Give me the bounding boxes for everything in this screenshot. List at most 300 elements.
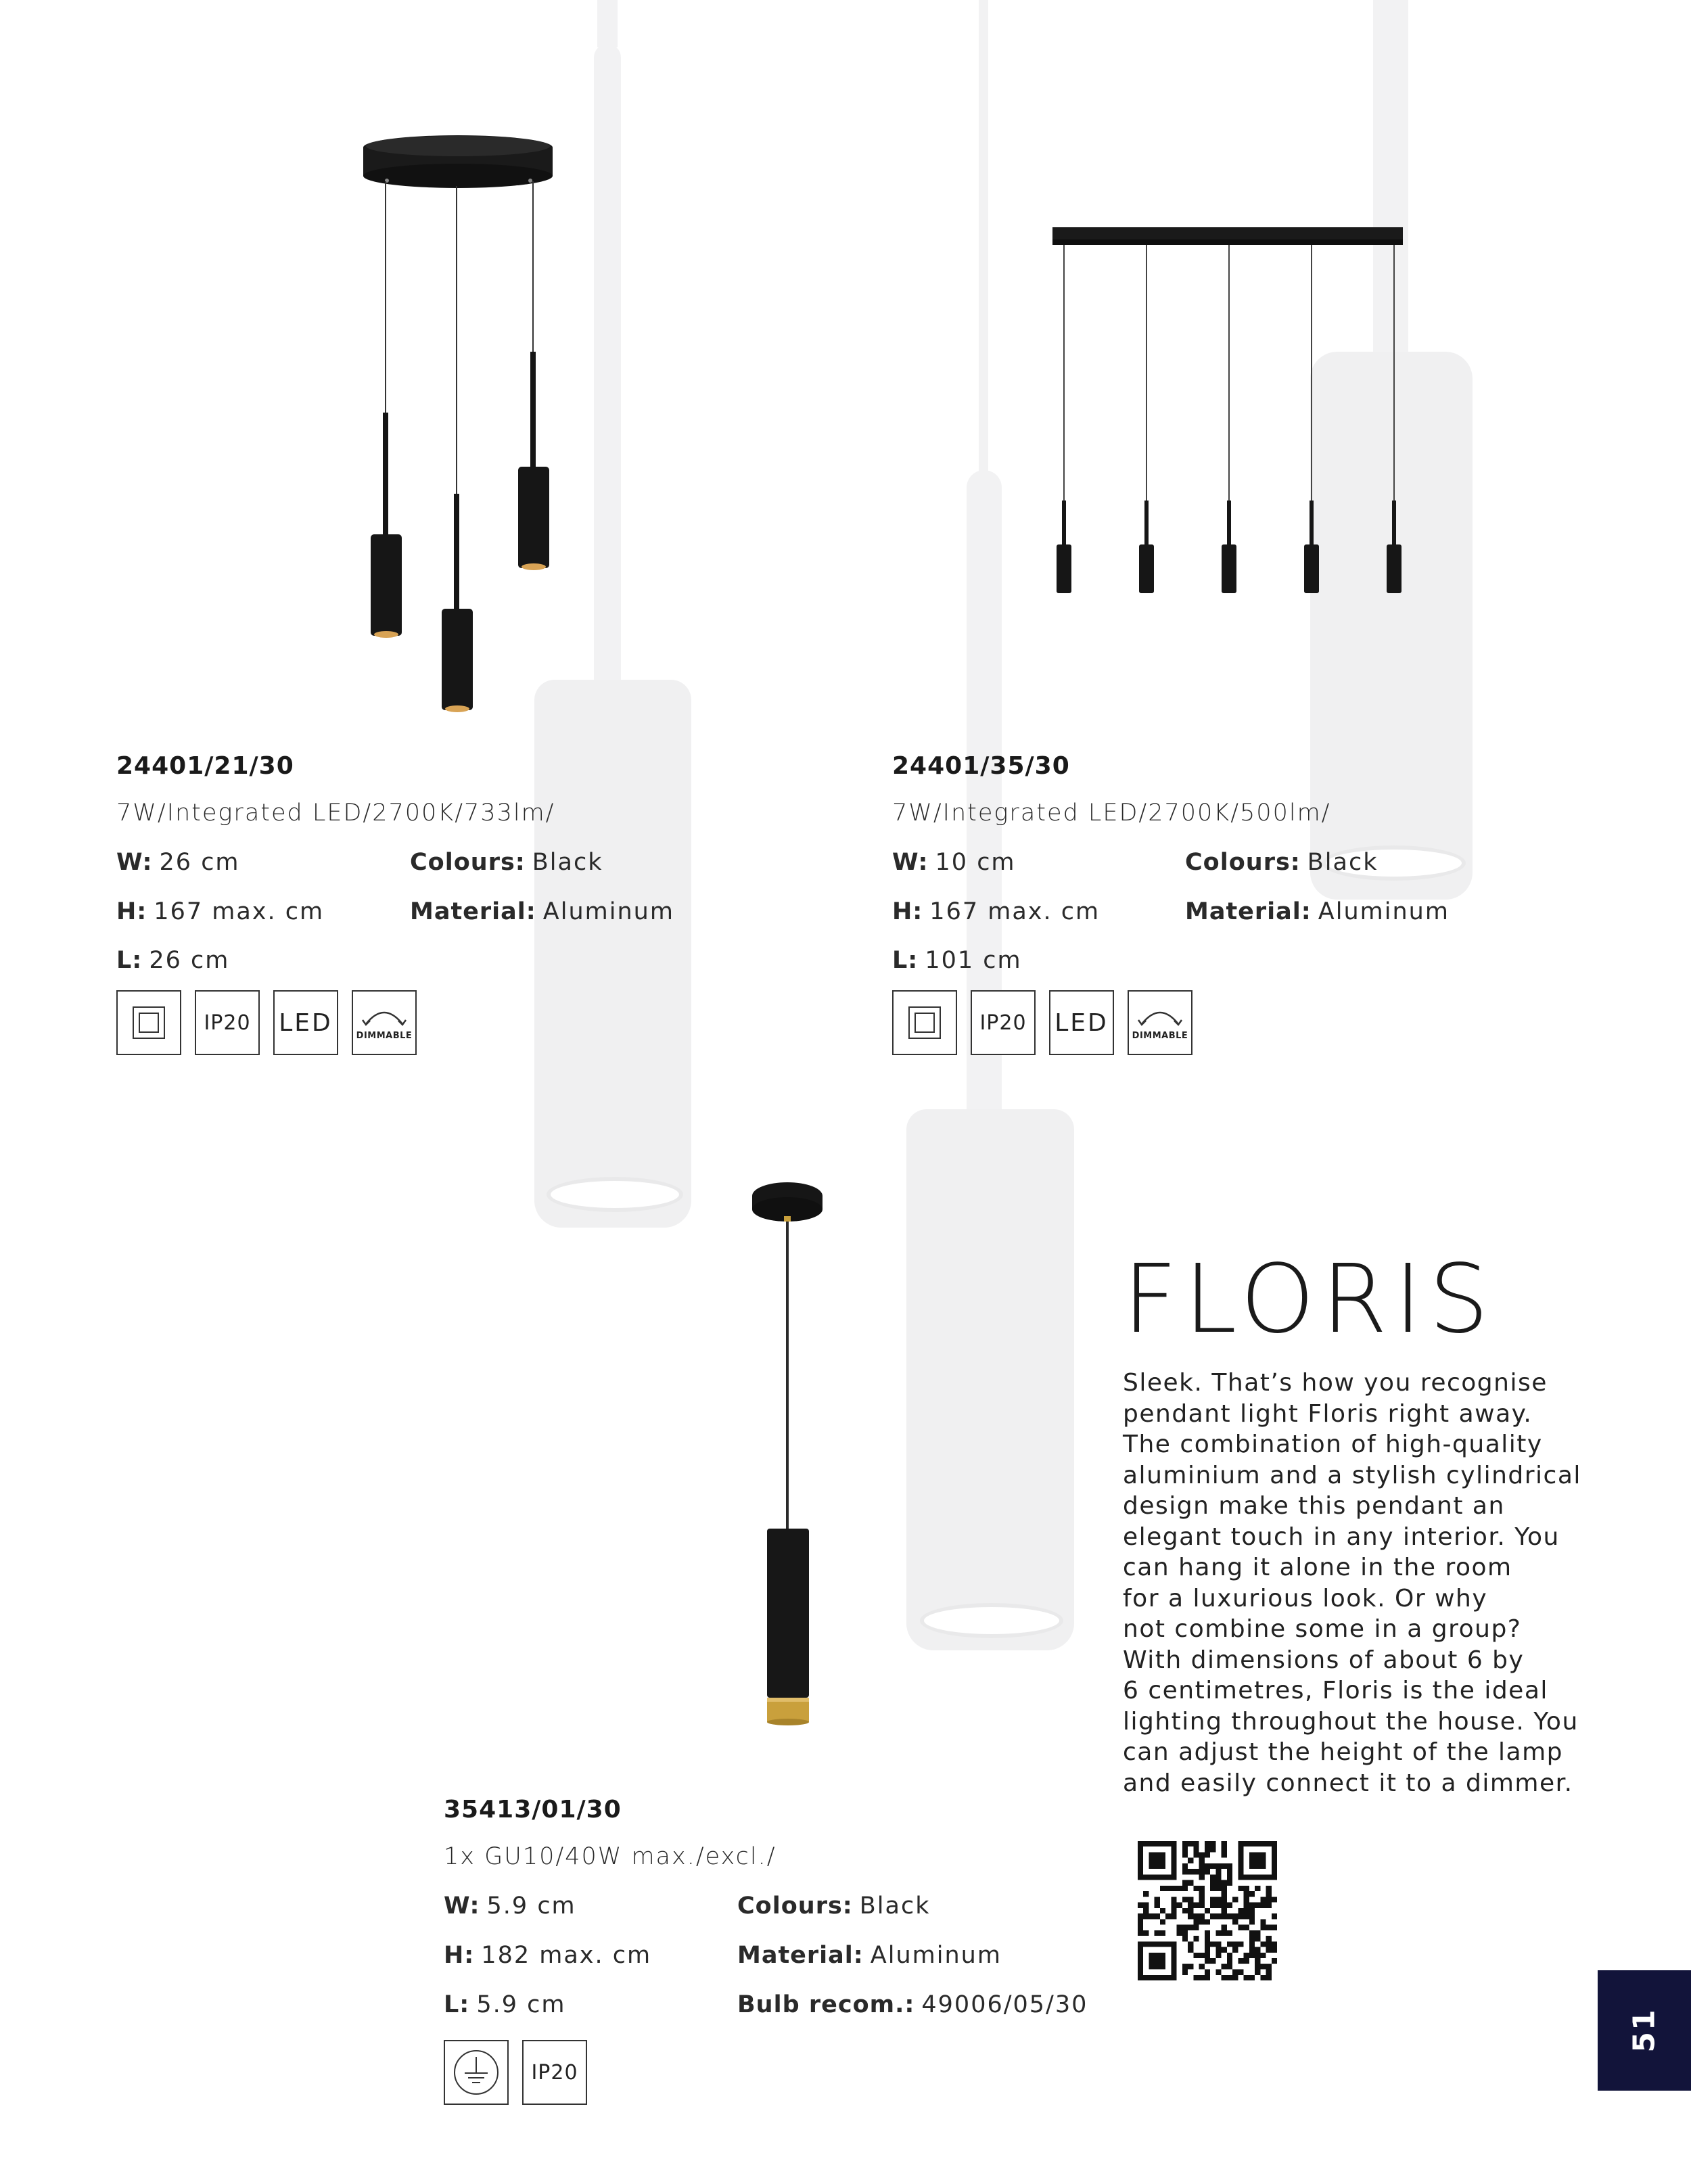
length-label: L: — [444, 1991, 470, 2018]
qr-module — [1210, 1863, 1215, 1869]
qr-module — [1138, 1964, 1143, 1969]
qr-module — [1193, 1919, 1199, 1924]
qr-module — [1143, 1874, 1149, 1880]
width-row — [444, 1892, 576, 1920]
qr-module — [1255, 1953, 1260, 1958]
qr-module — [1149, 1874, 1154, 1880]
qr-module — [1160, 1930, 1165, 1936]
qr-module — [1193, 1841, 1199, 1846]
qr-module — [1222, 1925, 1227, 1930]
qr-module — [1199, 1858, 1205, 1863]
description-line: The combination of high-quality — [1123, 1431, 1543, 1458]
qr-module — [1272, 1841, 1277, 1846]
height-value: 182 max. cm — [481, 1942, 652, 1969]
qr-module — [1149, 1964, 1154, 1969]
bulb-label: Bulb recom.: — [737, 1991, 915, 2018]
qr-module — [1210, 1897, 1215, 1902]
qr-module — [1238, 1913, 1243, 1919]
qr-module — [1171, 1903, 1176, 1908]
qr-module — [1215, 1941, 1221, 1947]
qr-module — [1249, 1930, 1255, 1936]
qr-module — [1138, 1941, 1143, 1947]
qr-module — [1138, 1858, 1143, 1863]
qr-module — [1155, 1903, 1160, 1908]
qr-module — [1260, 1903, 1266, 1908]
qr-module — [1227, 1941, 1232, 1947]
width-label: W: — [116, 849, 153, 876]
qr-module — [1165, 1886, 1171, 1891]
qr-module — [1171, 1947, 1176, 1953]
qr-module — [1149, 1953, 1154, 1958]
qr-module — [1266, 1964, 1272, 1969]
length-value: 5.9 cm — [476, 1991, 566, 2018]
qr-module — [1272, 1874, 1277, 1880]
qr-module — [1182, 1852, 1188, 1857]
qr-module — [1199, 1874, 1205, 1880]
qr-module — [1266, 1841, 1272, 1846]
product-spec: 7W/Integrated LED/2700K/733lm/ — [116, 799, 555, 827]
qr-module — [1222, 1846, 1227, 1852]
qr-module — [1249, 1953, 1255, 1958]
qr-module — [1249, 1858, 1255, 1863]
qr-module — [1160, 1919, 1165, 1924]
colours-row — [1185, 849, 1378, 876]
qr-module — [1171, 1897, 1176, 1902]
qr-module — [1249, 1841, 1255, 1846]
qr-module — [1199, 1964, 1205, 1969]
qr-module — [1160, 1958, 1165, 1964]
qr-module — [1255, 1958, 1260, 1964]
qr-module — [1160, 1874, 1165, 1880]
qr-module — [1249, 1863, 1255, 1869]
description-line: lighting throughout the house. You — [1123, 1707, 1579, 1736]
led-badge: LED — [273, 990, 338, 1055]
qr-module — [1222, 1897, 1227, 1902]
qr-module — [1138, 1970, 1143, 1975]
qr-module — [1222, 1908, 1227, 1913]
qr-module — [1272, 1913, 1277, 1919]
qr-module — [1215, 1886, 1221, 1891]
qr-module — [1138, 1919, 1143, 1924]
earth-ground-icon — [444, 2040, 509, 2105]
qr-module — [1182, 1970, 1188, 1975]
qr-module — [1215, 1897, 1221, 1902]
qr-module — [1215, 1913, 1221, 1919]
qr-module — [1205, 1930, 1210, 1936]
qr-module — [1138, 1863, 1143, 1869]
qr-module — [1182, 1925, 1188, 1930]
qr-module — [1155, 1863, 1160, 1869]
qr-module — [1222, 1947, 1227, 1953]
colours-value: Black — [532, 849, 603, 876]
qr-module — [1244, 1975, 1249, 1980]
qr-module — [1188, 1964, 1193, 1969]
qr-module — [1272, 1869, 1277, 1874]
qr-module — [1160, 1852, 1165, 1857]
material-label: Material: — [737, 1942, 864, 1969]
qr-module — [1149, 1958, 1154, 1964]
qr-module — [1227, 1964, 1232, 1969]
qr-module — [1193, 1846, 1199, 1852]
qr-module — [1238, 1863, 1243, 1869]
qr-module — [1182, 1964, 1188, 1969]
qr-module — [1244, 1908, 1249, 1913]
qr-module — [1232, 1941, 1238, 1947]
qr-module — [1155, 1941, 1160, 1947]
qr-module — [1272, 1941, 1277, 1947]
qr-module — [1205, 1852, 1210, 1857]
qr-module — [1238, 1970, 1243, 1975]
qr-module — [1266, 1891, 1272, 1897]
dimmable-icon — [352, 990, 417, 1055]
height-row — [444, 1942, 651, 1969]
family-title: FLORIS — [1123, 1245, 1496, 1355]
qr-module — [1171, 1852, 1176, 1857]
description-line: Sleek. That’s how you recognise — [1123, 1369, 1548, 1397]
family-description — [1123, 1368, 1581, 1798]
qr-module — [1249, 1919, 1255, 1924]
qr-module — [1266, 1936, 1272, 1941]
qr-module — [1193, 1953, 1199, 1958]
certification-icons — [116, 990, 417, 1055]
qr-module — [1272, 1958, 1277, 1964]
width-row — [116, 849, 240, 876]
qr-module — [1249, 1874, 1255, 1880]
qr-module — [1188, 1903, 1193, 1908]
qr-module — [1165, 1913, 1171, 1919]
qr-module — [1249, 1936, 1255, 1941]
qr-module — [1238, 1869, 1243, 1874]
product-photo-round-cluster — [352, 122, 568, 730]
qr-module — [1249, 1891, 1255, 1897]
qr-module — [1182, 1897, 1188, 1902]
qr-module — [1255, 1936, 1260, 1941]
qr-module — [1149, 1975, 1154, 1980]
dimmable-label: DIMMABLE — [1132, 1030, 1188, 1041]
qr-module — [1155, 1958, 1160, 1964]
qr-module — [1227, 1863, 1232, 1869]
product-code: 35413/01/30 — [444, 1796, 622, 1823]
qr-module — [1266, 1925, 1272, 1930]
qr-module — [1171, 1863, 1176, 1869]
product-spec: 1x GU10/40W max./excl./ — [444, 1843, 777, 1870]
bulb-row — [737, 1991, 1088, 2018]
qr-module — [1260, 1975, 1266, 1980]
qr-module — [1155, 1953, 1160, 1958]
description-line: design make this pendant an — [1123, 1492, 1505, 1520]
qr-module — [1260, 1852, 1266, 1857]
qr-module — [1165, 1874, 1171, 1880]
qr-module — [1205, 1975, 1210, 1980]
qr-module — [1222, 1930, 1227, 1936]
qr-module — [1244, 1841, 1249, 1846]
qr-module — [1143, 1891, 1149, 1897]
qr-module — [1249, 1947, 1255, 1953]
qr-module — [1138, 1958, 1143, 1964]
qr-module — [1260, 1964, 1266, 1969]
qr-module — [1155, 1874, 1160, 1880]
qr-module — [1193, 1886, 1199, 1891]
qr-module — [1171, 1846, 1176, 1852]
qr-module — [1138, 1846, 1143, 1852]
qr-module — [1205, 1958, 1210, 1964]
qr-module — [1149, 1913, 1154, 1919]
qr-module — [1199, 1869, 1205, 1874]
length-label: L: — [892, 947, 919, 974]
qr-module — [1188, 1913, 1193, 1919]
qr-module — [1182, 1886, 1188, 1891]
qr-module — [1182, 1930, 1188, 1936]
qr-module — [1155, 1964, 1160, 1969]
length-row — [116, 947, 229, 974]
qr-module — [1255, 1874, 1260, 1880]
qr-module — [1205, 1919, 1210, 1924]
qr-module — [1171, 1841, 1176, 1846]
qr-module — [1272, 1897, 1277, 1902]
class-2-icon — [116, 990, 181, 1055]
qr-module — [1171, 1970, 1176, 1975]
qr-module — [1199, 1852, 1205, 1857]
length-row — [444, 1991, 565, 2018]
qr-module — [1260, 1941, 1266, 1947]
qr-module — [1199, 1897, 1205, 1902]
description-line: can hang it alone in the room — [1123, 1554, 1512, 1581]
length-label: L: — [116, 947, 143, 974]
qr-module — [1215, 1970, 1221, 1975]
colours-label: Colours: — [1185, 849, 1301, 876]
qr-module — [1260, 1953, 1266, 1958]
qr-module — [1255, 1964, 1260, 1969]
qr-module — [1244, 1958, 1249, 1964]
width-row — [892, 849, 1016, 876]
product-photo-single-pendant — [744, 1177, 832, 1765]
qr-module — [1138, 1903, 1143, 1908]
qr-module — [1227, 1880, 1232, 1886]
description-line: and easily connect it to a dimmer. — [1123, 1769, 1573, 1797]
qr-module — [1210, 1846, 1215, 1852]
qr-module — [1210, 1886, 1215, 1891]
qr-module — [1155, 1858, 1160, 1863]
qr-module — [1266, 1886, 1272, 1891]
qr-module — [1188, 1858, 1193, 1863]
height-value: 167 max. cm — [929, 898, 1101, 925]
product-spec: 7W/Integrated LED/2700K/500lm/ — [892, 799, 1331, 827]
qr-module — [1160, 1858, 1165, 1863]
qr-module — [1171, 1858, 1176, 1863]
page-number: 51 — [1627, 2008, 1662, 2053]
qr-module — [1138, 1852, 1143, 1857]
qr-module — [1193, 1936, 1199, 1941]
qr-module — [1160, 1908, 1165, 1913]
qr-module — [1199, 1953, 1205, 1958]
qr-module — [1199, 1891, 1205, 1897]
qr-module — [1215, 1953, 1221, 1958]
ip-rating-badge: IP20 — [195, 990, 260, 1055]
qr-module — [1255, 1970, 1260, 1975]
material-row — [737, 1942, 1002, 1969]
qr-module — [1177, 1903, 1182, 1908]
dimmable-icon — [1128, 990, 1192, 1055]
qr-module — [1205, 1908, 1210, 1913]
qr-module — [1165, 1941, 1171, 1947]
qr-module — [1255, 1930, 1260, 1936]
qr-module — [1210, 1958, 1215, 1964]
qr-module — [1155, 1841, 1160, 1846]
qr-module — [1155, 1897, 1160, 1902]
qr-module — [1232, 1970, 1238, 1975]
description-line: can adjust the height of the lamp — [1123, 1738, 1564, 1766]
bulb-value: 49006/05/30 — [921, 1991, 1088, 2018]
qr-module — [1266, 1947, 1272, 1953]
qr-module — [1205, 1936, 1210, 1941]
colours-label: Colours: — [737, 1892, 853, 1920]
qr-module — [1260, 1863, 1266, 1869]
height-value: 167 max. cm — [154, 898, 325, 925]
qr-module — [1193, 1925, 1199, 1930]
height-row — [116, 898, 324, 925]
qr-module — [1149, 1852, 1154, 1857]
qr-module — [1249, 1852, 1255, 1857]
qr-module — [1260, 1897, 1266, 1902]
qr-module — [1171, 1941, 1176, 1947]
length-value: 26 cm — [149, 947, 230, 974]
material-label: Material: — [1185, 898, 1312, 925]
qr-module — [1227, 1913, 1232, 1919]
length-row — [892, 947, 1022, 974]
qr-module — [1232, 1913, 1238, 1919]
qr-module — [1238, 1852, 1243, 1857]
qr-module — [1155, 1930, 1160, 1936]
ip-rating-badge: IP20 — [971, 990, 1036, 1055]
qr-module — [1272, 1925, 1277, 1930]
qr-module — [1266, 1975, 1272, 1980]
qr-module — [1215, 1874, 1221, 1880]
product-photo-linear-bar — [1048, 223, 1414, 615]
qr-module — [1222, 1880, 1227, 1886]
qr-module — [1244, 1953, 1249, 1958]
qr-module — [1205, 1841, 1210, 1846]
qr-module — [1205, 1941, 1210, 1947]
qr-module — [1199, 1913, 1205, 1919]
qr-module — [1227, 1930, 1232, 1936]
qr-module — [1188, 1947, 1193, 1953]
qr-module — [1205, 1863, 1210, 1869]
qr-module — [1266, 1941, 1272, 1947]
qr-module — [1205, 1869, 1210, 1874]
qr-module — [1171, 1953, 1176, 1958]
qr-module — [1155, 1975, 1160, 1980]
qr-module — [1255, 1903, 1260, 1908]
qr-module — [1244, 1903, 1249, 1908]
qr-module — [1160, 1941, 1165, 1947]
qr-module — [1188, 1925, 1193, 1930]
qr-module — [1182, 1841, 1188, 1846]
qr-module — [1199, 1919, 1205, 1924]
qr-module — [1138, 1953, 1143, 1958]
qr-module — [1171, 1874, 1176, 1880]
qr-module — [1244, 1886, 1249, 1891]
qr-module — [1210, 1841, 1215, 1846]
qr-module — [1210, 1903, 1215, 1908]
qr-module — [1222, 1886, 1227, 1891]
qr-module — [1171, 1964, 1176, 1969]
qr-module — [1182, 1869, 1188, 1874]
qr-module — [1165, 1841, 1171, 1846]
qr-module — [1222, 1903, 1227, 1908]
qr-module — [1255, 1841, 1260, 1846]
qr-module — [1149, 1858, 1154, 1863]
qr-module — [1232, 1897, 1238, 1902]
qr-module — [1260, 1841, 1266, 1846]
description-line: aluminium and a stylish cylindrical — [1123, 1461, 1581, 1489]
qr-module — [1249, 1941, 1255, 1947]
qr-module — [1227, 1903, 1232, 1908]
qr-module — [1260, 1858, 1266, 1863]
qr-module — [1227, 1975, 1232, 1980]
qr-module — [1255, 1863, 1260, 1869]
colours-value: Black — [1307, 849, 1379, 876]
width-value: 26 cm — [159, 849, 240, 876]
led-badge: LED — [1049, 990, 1114, 1055]
qr-module — [1215, 1880, 1221, 1886]
qr-module — [1143, 1908, 1149, 1913]
qr-module — [1210, 1913, 1215, 1919]
qr-module — [1177, 1930, 1182, 1936]
qr-module — [1160, 1863, 1165, 1869]
qr-module — [1227, 1953, 1232, 1958]
qr-module — [1205, 1970, 1210, 1975]
qr-module — [1238, 1886, 1243, 1891]
qr-module — [1222, 1852, 1227, 1857]
qr-module — [1160, 1953, 1165, 1958]
height-row — [892, 898, 1100, 925]
qr-module — [1188, 1897, 1193, 1902]
qr-module — [1260, 1874, 1266, 1880]
qr-module — [1255, 1886, 1260, 1891]
qr-module — [1238, 1925, 1243, 1930]
certification-icons — [892, 990, 1192, 1055]
qr-module — [1215, 1930, 1221, 1936]
qr-module — [1266, 1874, 1272, 1880]
qr-module — [1222, 1975, 1227, 1980]
qr-module — [1138, 1874, 1143, 1880]
qr-module — [1272, 1858, 1277, 1863]
qr-module — [1266, 1903, 1272, 1908]
description-line: pendant light Floris right away. — [1123, 1399, 1533, 1428]
qr-module — [1193, 1903, 1199, 1908]
length-value: 101 cm — [925, 947, 1022, 974]
qr-module — [1193, 1913, 1199, 1919]
page-number-tab — [1598, 1970, 1691, 2091]
qr-code[interactable] — [1138, 1841, 1277, 1980]
product-code: 24401/21/30 — [116, 752, 294, 780]
qr-module — [1238, 1846, 1243, 1852]
qr-module — [1182, 1846, 1188, 1852]
qr-module — [1255, 1947, 1260, 1953]
qr-module — [1171, 1886, 1176, 1891]
material-value: Aluminum — [870, 1942, 1002, 1969]
qr-module — [1249, 1913, 1255, 1919]
qr-module — [1210, 1874, 1215, 1880]
qr-module — [1232, 1919, 1238, 1924]
material-value: Aluminum — [1318, 898, 1450, 925]
qr-module — [1272, 1863, 1277, 1869]
qr-module — [1272, 1852, 1277, 1857]
qr-module — [1215, 1903, 1221, 1908]
qr-module — [1199, 1975, 1205, 1980]
qr-module — [1266, 1897, 1272, 1902]
description-line: for a luxurious look. Or why — [1123, 1584, 1488, 1612]
